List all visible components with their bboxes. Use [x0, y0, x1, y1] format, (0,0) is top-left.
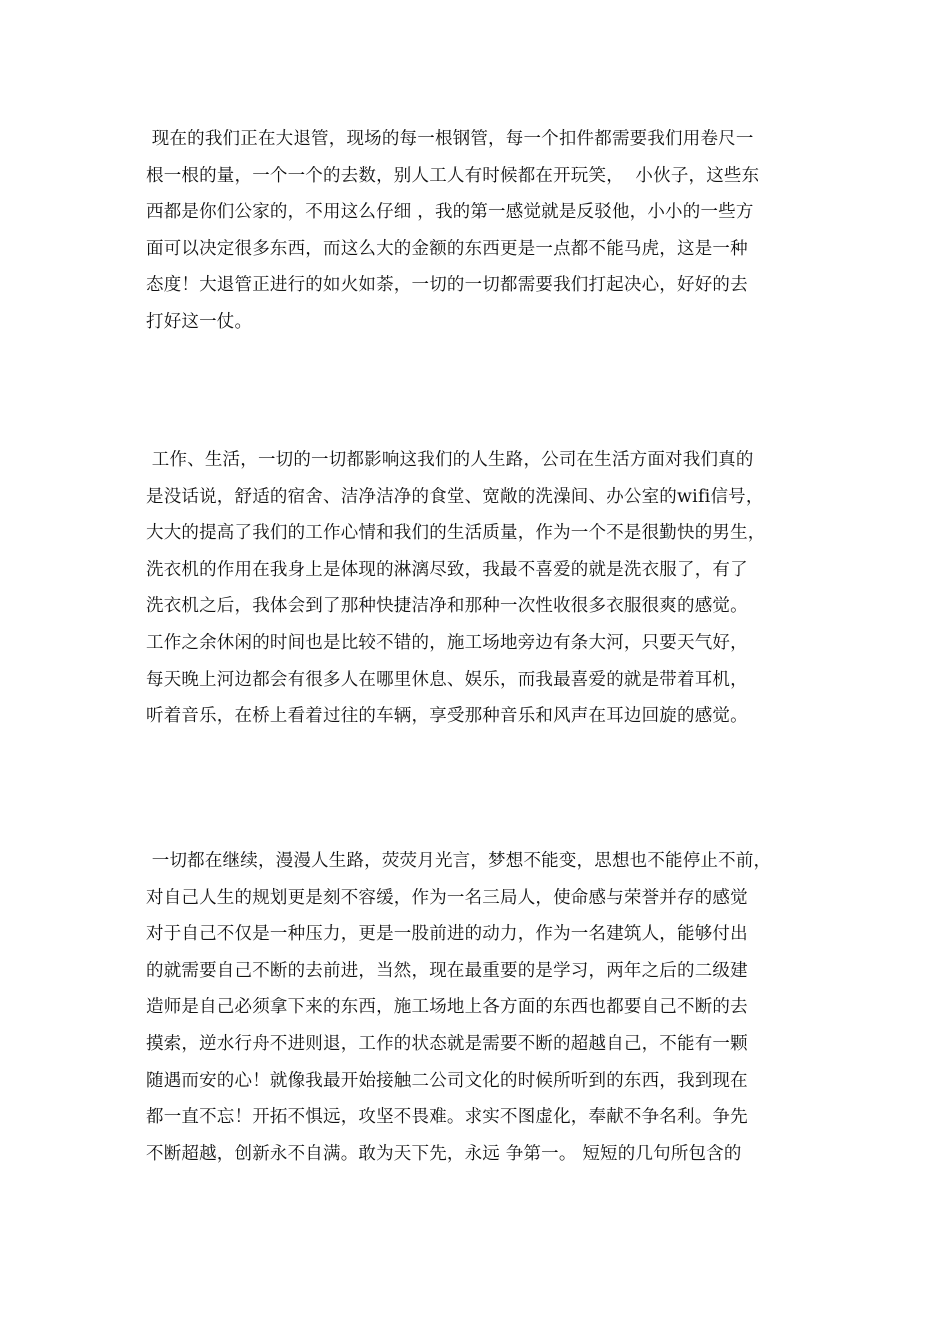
- paragraph-line: 现在的我们正在大退管，现场的每一根钢管，每一个扣件都需要我们用卷尺一: [146, 129, 754, 149]
- paragraph-line: 随遇而安的心！就像我最开始接触二公司文化的时候所听到的东西，我到现在: [146, 1070, 748, 1091]
- paragraph-line: 打好这一仗。: [146, 311, 253, 332]
- paragraph-line: 是没话说，舒适的宿舍、洁净洁净的食堂、宽敞的洗澡间、办公室的wifi信号，: [146, 486, 764, 507]
- paragraph-line: 工作、生活，一切的一切都影响这我们的人生路，公司在生活方面对我们真的: [146, 450, 754, 470]
- paragraph-line: 摸索，逆水行舟不进则退，工作的状态就是需要不断的超越自己，不能有一颗: [146, 1033, 748, 1054]
- paragraph-2: [146, 442, 826, 735]
- paragraph-line: 洗衣机之后，我体会到了那种快捷洁净和那种一次性收很多衣服很爽的感觉。: [146, 596, 748, 617]
- paragraph-line: 一切都在继续，漫漫人生路，荧荧月光言，梦想不能变，思想也不能停止不前，: [146, 851, 772, 871]
- paragraph-line: 都一直不忘！开拓不惧远，攻坚不畏难。求实不图虚化，奉献不争名利。争先: [146, 1107, 748, 1128]
- paragraph-line: 每天晚上河边都会有很多人在哪里休息、娱乐，而我最喜爱的就是带着耳机，: [146, 669, 748, 690]
- paragraph-line: 根一根的量，一个一个的去数，别人工人有时候都在开玩笑， 小伙子，这些东: [146, 165, 760, 186]
- paragraph-line: 工作之余休闲的时间也是比较不错的，施工场地旁边有条大河，只要天气好，: [146, 632, 748, 653]
- paragraph-line: 造师是自己必须拿下来的东西，施工场地上各方面的东西也都要自己不断的去: [146, 997, 748, 1018]
- paragraph-line: 对于自己不仅是一种压力，更是一股前进的动力，作为一名建筑人，能够付出: [146, 924, 748, 945]
- paragraph-3: [146, 843, 826, 1172]
- paragraph-1: [146, 121, 826, 341]
- paragraph-line: 对自己人生的规划更是刻不容缓，作为一名三局人，使命感与荣誉并存的感觉: [146, 887, 748, 908]
- paragraph-line: 洗衣机的作用在我身上是体现的淋漓尽致，我最不喜爱的就是洗衣服了，有了: [146, 559, 748, 580]
- paragraph-line: 不断超越，创新永不自满。敢为天下先，永远 争第一。 短短的几句所包含的: [146, 1143, 742, 1164]
- paragraph-line: 的就需要自己不断的去前进，当然，现在最重要的是学习，两年之后的二级建: [146, 960, 748, 981]
- paragraph-line: 西都是你们公家的，不用这么仔细 ，我的第一感觉就是反驳他，小小的一些方: [146, 202, 754, 223]
- paragraph-line: 大大的提高了我们的工作心情和我们的生活质量，作为一个不是很勤快的男生，: [146, 523, 766, 544]
- paragraph-line: 态度！大退管正进行的如火如荼，一切的一切都需要我们打起决心，好好的去: [146, 275, 748, 296]
- paragraph-line: 听着音乐，在桥上看着过往的车辆，享受那种音乐和风声在耳边回旋的感觉。: [146, 706, 748, 727]
- paragraph-line: 面可以决定很多东西，而这么大的金额的东西更是一点都不能马虎，这是一种: [146, 238, 748, 259]
